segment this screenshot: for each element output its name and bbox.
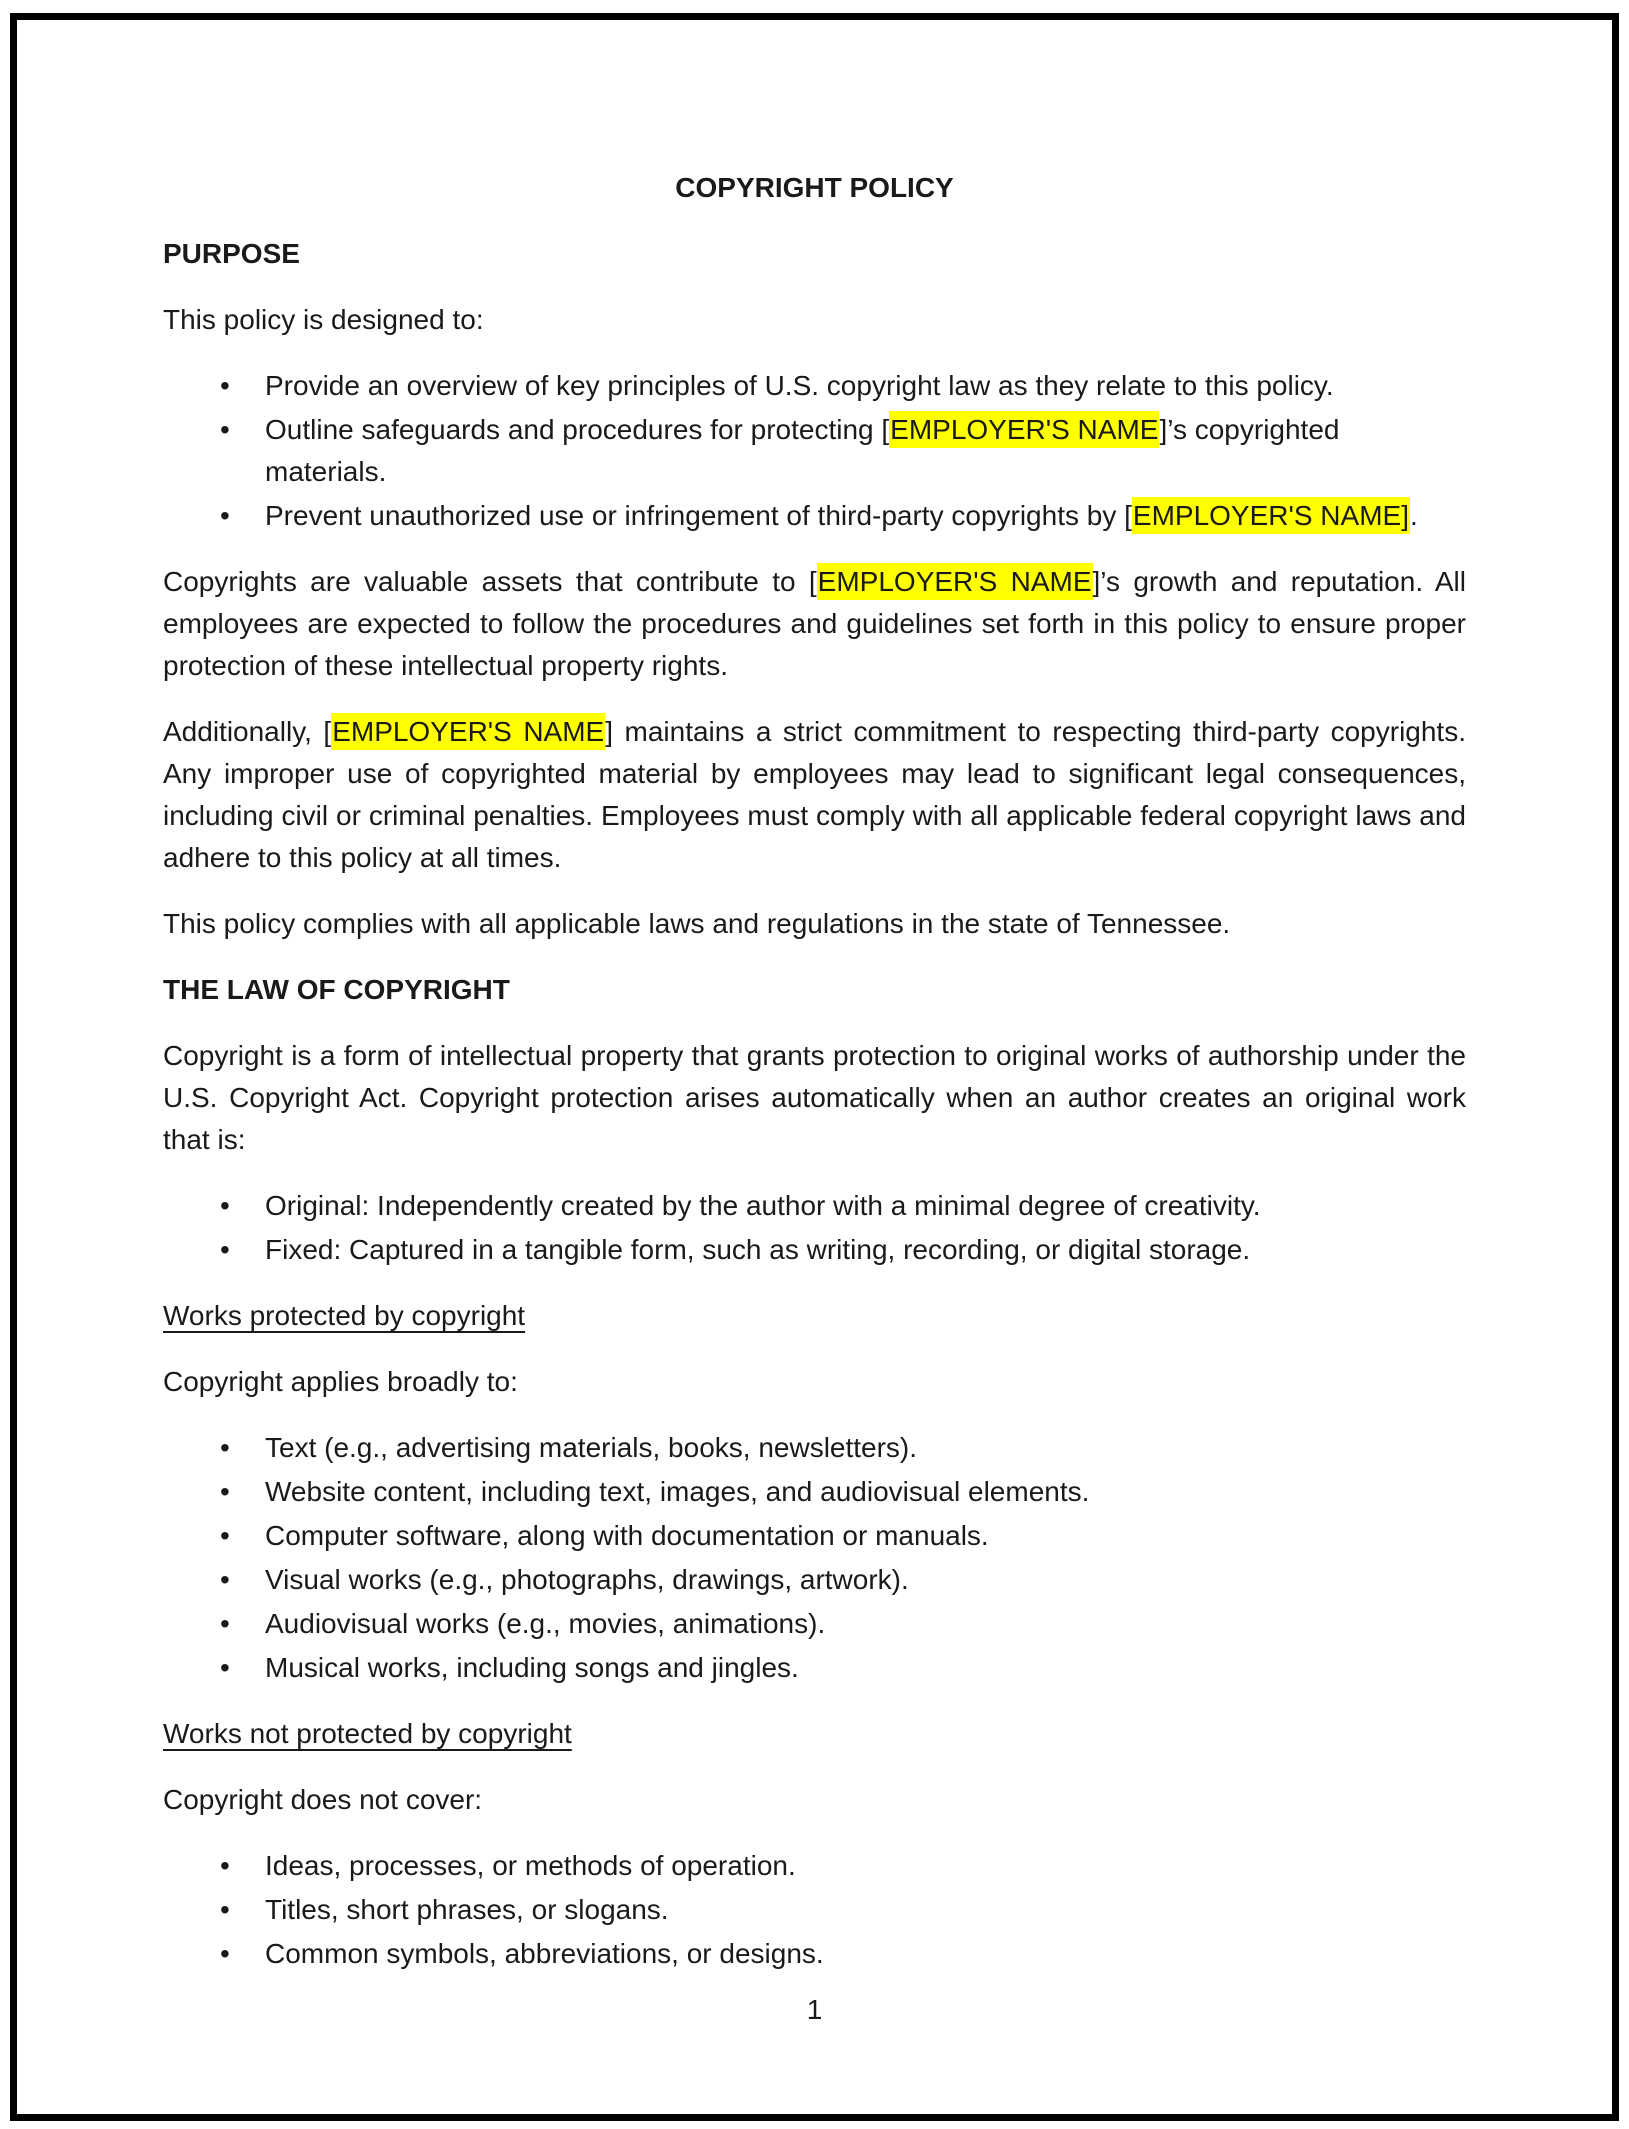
list-item: • Titles, short phrases, or slogans. (265, 1889, 1466, 1931)
highlighted-placeholder: EMPLOYER'S NAME (331, 713, 605, 750)
list-item: • Outline safeguards and procedures for protecting [EMPLOYER'S NAME]’s copyrighted materials. (265, 409, 1466, 493)
list-item: • Musical works, including songs and jingles. (265, 1647, 1466, 1689)
list-item: • Fixed: Captured in a tangible form, such as writing, recording, or digital storage. (265, 1229, 1466, 1271)
section-heading: PURPOSE (163, 238, 300, 269)
document-body (17, 20, 1612, 1975)
list-item: • Visual works (e.g., photographs, drawings, artwork). (265, 1559, 1466, 1601)
document-page (10, 13, 1619, 2121)
list-item: • Prevent unauthorized use or infringement of third-party copyrights by [EMPLOYER'S NAME]. (265, 495, 1466, 537)
paragraph: Additionally, [EMPLOYER'S NAME] maintains a strict commitment to respecting third-party copyrights. Any improper use of copyrighted material by employees may lead to significant legal consequences, including civil or criminal penalties. Employees must comply with all applicable federal copyright laws and adhere to this policy at all times. (163, 711, 1466, 879)
list-item: • Common symbols, abbreviations, or designs. (265, 1933, 1466, 1975)
list-item: • Text (e.g., advertising materials, books, newsletters). (265, 1427, 1466, 1469)
page-number: 1 (806, 1994, 823, 2025)
paragraph: This policy is designed to: (163, 304, 484, 335)
paragraph: Copyright applies broadly to: (163, 1366, 518, 1397)
highlighted-placeholder: EMPLOYER'S NAME (817, 563, 1093, 600)
paragraph: Copyright is a form of intellectual property that grants protection to original works of authorship under the U.S. Copyright Act. Copyright protection arises automatically when an author creates an original work that is: (163, 1040, 1466, 1155)
bullet-list (163, 1427, 1466, 1689)
highlighted-placeholder: EMPLOYER'S NAME] (1132, 497, 1410, 534)
list-item: • Audiovisual works (e.g., movies, animations). (265, 1603, 1466, 1645)
list-item: • Computer software, along with documentation or manuals. (265, 1515, 1466, 1557)
bullet-list (163, 365, 1466, 537)
subsection-heading: Works protected by copyright (163, 1300, 526, 1331)
list-item: • Provide an overview of key principles of U.S. copyright law as they relate to this policy. (265, 365, 1466, 407)
paragraph: Copyrights are valuable assets that contribute to [EMPLOYER'S NAME]’s growth and reputation. All employees are expected to follow the procedures and guidelines set forth in this policy to ensure proper protection of these intellectual property rights. (163, 561, 1466, 687)
section-heading: THE LAW OF COPYRIGHT (163, 974, 510, 1005)
bullet-list (163, 1185, 1466, 1271)
list-item: • Website content, including text, images, and audiovisual elements. (265, 1471, 1466, 1513)
bullet-list (163, 1845, 1466, 1975)
highlighted-placeholder: EMPLOYER'S NAME (889, 411, 1159, 448)
list-item: • Ideas, processes, or methods of operation. (265, 1845, 1466, 1887)
document-title: COPYRIGHT POLICY (675, 172, 954, 203)
paragraph: Copyright does not cover: (163, 1784, 483, 1815)
paragraph: This policy complies with all applicable laws and regulations in the state of Tennessee. (163, 908, 1231, 939)
document-blocks (163, 233, 1466, 1975)
list-item: • Original: Independently created by the author with a minimal degree of creativity. (265, 1185, 1466, 1227)
subsection-heading: Works not protected by copyright (163, 1718, 572, 1749)
